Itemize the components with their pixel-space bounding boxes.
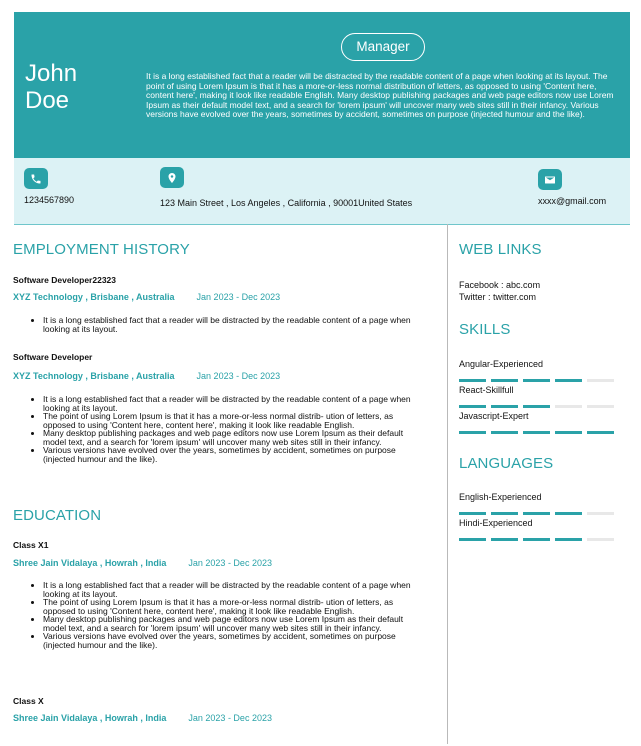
- level-segment: [459, 431, 486, 434]
- job-dates: Jan 2023 - Dec 2023: [196, 292, 281, 302]
- level-segment: [459, 538, 486, 541]
- list-item: • Various versions have evolved over the years, sometimes by accident, sometimes on purpose (injected humour and the like).: [43, 632, 413, 649]
- list-item: • Many desktop publishing packages and web page editors now use Lorem Ipsum as their default model text, and a search for 'lorem ipsum' will uncover many web sites still in their infancy.: [43, 429, 413, 446]
- education-title: Class X: [13, 696, 44, 706]
- level-segment: [555, 431, 582, 434]
- language-level-bar: [459, 538, 614, 541]
- web-link-value[interactable]: twitter.com: [493, 292, 537, 302]
- languages-heading: LANGUAGES: [459, 455, 554, 472]
- school-name: Shree Jain Vidalaya , Howrah , India: [13, 713, 167, 723]
- list-item: • Various versions have evolved over the years, sometimes by accident, sometimes on purpose (injected humour and the like).: [43, 446, 413, 463]
- list-item: • It is a long established fact that a reader will be distracted by the readable content of a page when looking at its layout.: [43, 316, 413, 333]
- education-subtitle: [13, 558, 272, 568]
- last-name: Doe: [25, 87, 70, 114]
- school-name: Shree Jain Vidalaya , Howrah , India: [13, 558, 167, 568]
- job-title: Software Developer: [13, 352, 93, 362]
- level-segment: [555, 538, 582, 541]
- level-segment: [523, 431, 550, 434]
- education-subtitle: [13, 713, 272, 723]
- phone-icon: [24, 168, 48, 189]
- level-segment: [587, 431, 614, 434]
- language-level-bar: [459, 512, 614, 515]
- level-segment: [587, 405, 614, 408]
- mail-icon: [538, 169, 562, 190]
- role-badge: Manager: [341, 33, 425, 61]
- skill-level-bar: [459, 431, 614, 434]
- job-subtitle: [13, 292, 280, 302]
- level-segment: [491, 379, 518, 382]
- level-segment: [491, 538, 518, 541]
- column-divider: [447, 224, 448, 744]
- location-pin-icon: [160, 167, 184, 188]
- language-name: English-Experienced: [459, 492, 542, 502]
- address: 123 Main Street , Los Angeles , California , 90001United States: [160, 198, 413, 208]
- web-links-heading: WEB LINKS: [459, 241, 542, 258]
- web-link-label: Facebook :: [459, 280, 504, 290]
- email-address[interactable]: xxxx@gmail.com: [538, 196, 607, 206]
- language-name: Hindi-Experienced: [459, 518, 533, 528]
- skill-name: React-Skillfull: [459, 385, 514, 395]
- skill-level-bar: [459, 379, 614, 382]
- list-item: • The point of using Lorem Ipsum is that it has a more-or-less normal distrib- ution of letters, as opposed to using 'Content here, content here', making it look like readable English.: [43, 412, 413, 429]
- education-heading: EDUCATION: [13, 507, 102, 524]
- level-segment: [523, 538, 550, 541]
- skills-heading: SKILLS: [459, 321, 511, 338]
- job-subtitle: [13, 371, 280, 381]
- education-bullets: [30, 581, 413, 649]
- job-dates: Jan 2023 - Dec 2023: [196, 371, 281, 381]
- level-segment: [555, 512, 582, 515]
- phone-number[interactable]: 1234567890: [24, 195, 75, 205]
- list-item: • The point of using Lorem Ipsum is that it has a more-or-less normal distrib- ution of letters, as opposed to using 'Content here, content here', making it look like readable English.: [43, 598, 413, 615]
- level-segment: [491, 512, 518, 515]
- job-company: XYZ Technology , Brisbane , Australia: [13, 371, 175, 381]
- level-segment: [491, 431, 518, 434]
- education-title: Class X1: [13, 540, 49, 550]
- level-segment: [587, 512, 614, 515]
- level-segment: [523, 512, 550, 515]
- contact-bar: [14, 158, 630, 225]
- candidate-name: [25, 60, 135, 114]
- level-segment: [587, 538, 614, 541]
- web-link-label: Twitter :: [459, 292, 491, 302]
- list-item: • It is a long established fact that a reader will be distracted by the readable content of a page when looking at its layout.: [43, 395, 413, 412]
- level-segment: [491, 405, 518, 408]
- level-segment: [523, 405, 550, 408]
- job-company: XYZ Technology , Brisbane , Australia: [13, 292, 175, 302]
- level-segment: [555, 379, 582, 382]
- skill-level-bar: [459, 405, 614, 408]
- level-segment: [523, 379, 550, 382]
- job-bullets: [30, 316, 413, 333]
- level-segment: [587, 379, 614, 382]
- level-segment: [459, 379, 486, 382]
- level-segment: [555, 405, 582, 408]
- level-segment: [459, 512, 486, 515]
- job-bullets: [30, 395, 413, 463]
- web-link-facebook: [459, 280, 540, 290]
- first-name: John: [25, 60, 78, 87]
- job-title: Software Developer22323: [13, 275, 116, 285]
- web-link-value[interactable]: abc.com: [506, 280, 541, 290]
- skill-name: Angular-Experienced: [459, 359, 544, 369]
- web-link-twitter: [459, 292, 536, 302]
- employment-history-heading: EMPLOYMENT HISTORY: [13, 241, 190, 258]
- level-segment: [459, 405, 486, 408]
- education-dates: Jan 2023 - Dec 2023: [188, 558, 272, 568]
- skill-name: Javascript-Expert: [459, 411, 529, 421]
- list-item: • It is a long established fact that a reader will be distracted by the readable content of a page when looking at its layout.: [43, 581, 413, 598]
- profile-summary: It is a long established fact that a reader will be distracted by the readable content of a page when looking at its layout. The point of using Lorem Ipsum is that it has a more-or-less normal distribution of letters, as opposed to using 'Content here, content here', making it look like readable English. Many desktop publishing packages and web page editors now use Lorem Ipsum as their default model text, and a search for 'lorem ipsum' will uncover many web sites still in their infancy. Various versions have evolved over the years, sometimes by accident, sometimes on purpose (injected humour and the like).: [146, 71, 614, 119]
- list-item: • Many desktop publishing packages and web page editors now use Lorem Ipsum as their default model text, and a search for 'lorem ipsum' will uncover many web sites still in their infancy.: [43, 615, 413, 632]
- resume-header: [14, 12, 630, 158]
- education-dates: Jan 2023 - Dec 2023: [188, 713, 272, 723]
